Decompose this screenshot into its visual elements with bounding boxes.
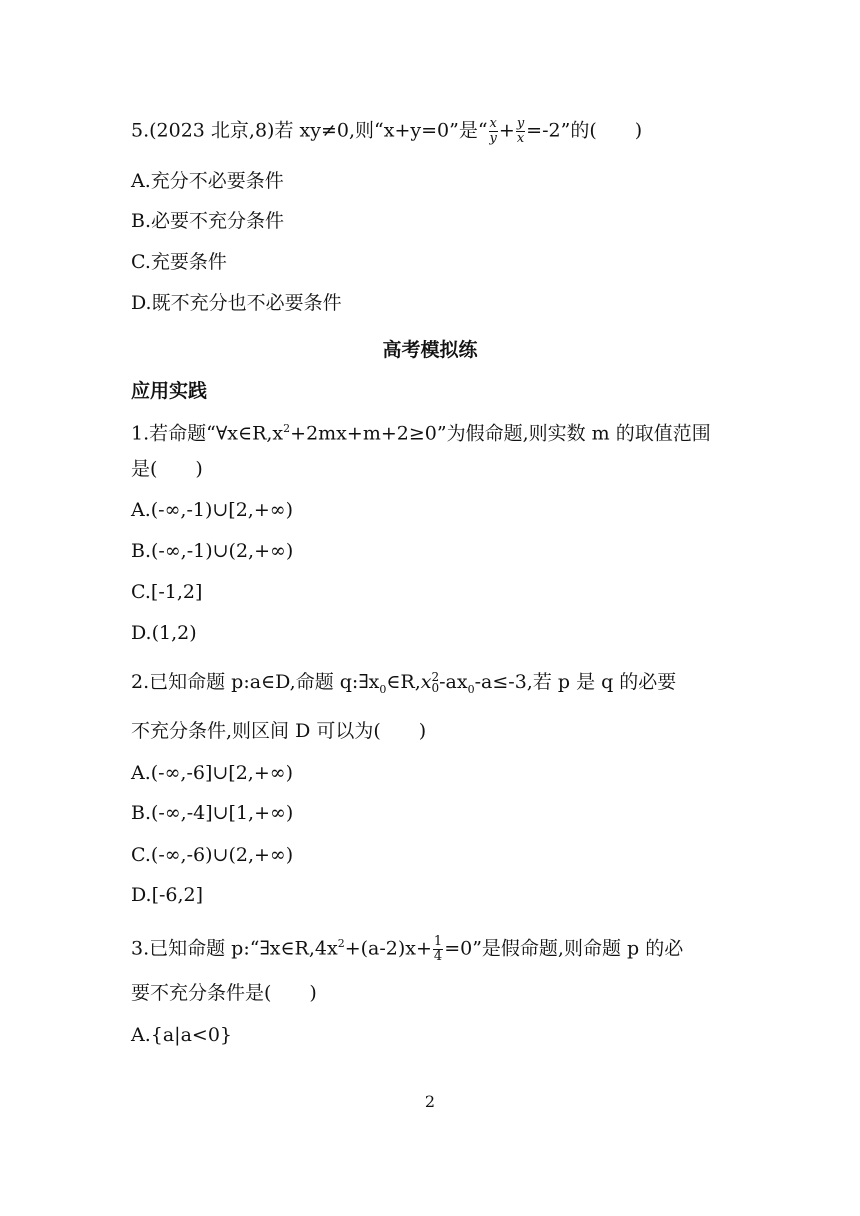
p1-option-b: B.(-∞,-1)∪(2,+∞): [131, 540, 294, 562]
problem-3-stem: 3.已知命题 $p:“\exists x\in R,4x^2+(a-2)x+$ $\frac{1}{4}$ =0”是假命题,则命题 p 的必: [131, 933, 684, 964]
problem-3-stem-cont: 要不充分条件是( ): [131, 982, 317, 1004]
sub-title: 应用实践: [131, 380, 208, 402]
p2-option-c: C.(-∞,-6)∪(2,+∞): [131, 844, 294, 866]
fraction-x-over-y: $\frac{x}{y}$: [489, 116, 497, 146]
section-title: 高考模拟练: [382, 339, 478, 361]
p2-option-d: D.[-6,2]: [131, 884, 204, 906]
fraction-one-quarter: $\frac{1}{4}$: [433, 933, 443, 964]
question-5-stem: 5.(2023 北京,8)若 xy≠0,则“x+y=0”是“ $\frac{x}{y}$ + $\frac{y}{x}$ =-2”的( ): [131, 116, 643, 146]
problem-1-stem-cont: 是( ): [131, 458, 203, 480]
page-number: 2: [424, 1092, 436, 1111]
p1-option-c: C.[-1,2]: [131, 581, 203, 603]
fraction-y-over-x: $\frac{y}{x}$: [516, 116, 525, 146]
q5-option-d: D.既不充分也不必要条件: [131, 292, 342, 314]
p2-option-a: A.(-∞,-6]∪[2,+∞): [131, 762, 294, 784]
p2-option-b: B.(-∞,-4]∪[1,+∞): [131, 802, 294, 824]
p1-option-d: D.(1,2): [131, 622, 197, 644]
q5-option-a: A.充分不必要条件: [131, 170, 284, 192]
problem-2-stem: 2.已知命题 p:a∈D,命题 $q:\exists x_0\in R,x$ 2 0 $-ax_0-a\le-3$,若 p 是 q 的必要: [131, 670, 677, 696]
q5-option-c: C.充要条件: [131, 251, 227, 273]
problem-2-stem-cont: 不充分条件,则区间 D 可以为( ): [131, 720, 427, 742]
q5-option-b: B.必要不充分条件: [131, 210, 285, 232]
p3-option-a: A.{a|a<0}: [131, 1024, 233, 1046]
problem-1-stem: 1.若命题“$\forall x\in R,x^2+2mx+m+2\ge 0$”为假命题,则实数 m 的取值范围: [131, 422, 711, 445]
p1-option-a: A.(-∞,-1)∪[2,+∞): [131, 499, 294, 521]
